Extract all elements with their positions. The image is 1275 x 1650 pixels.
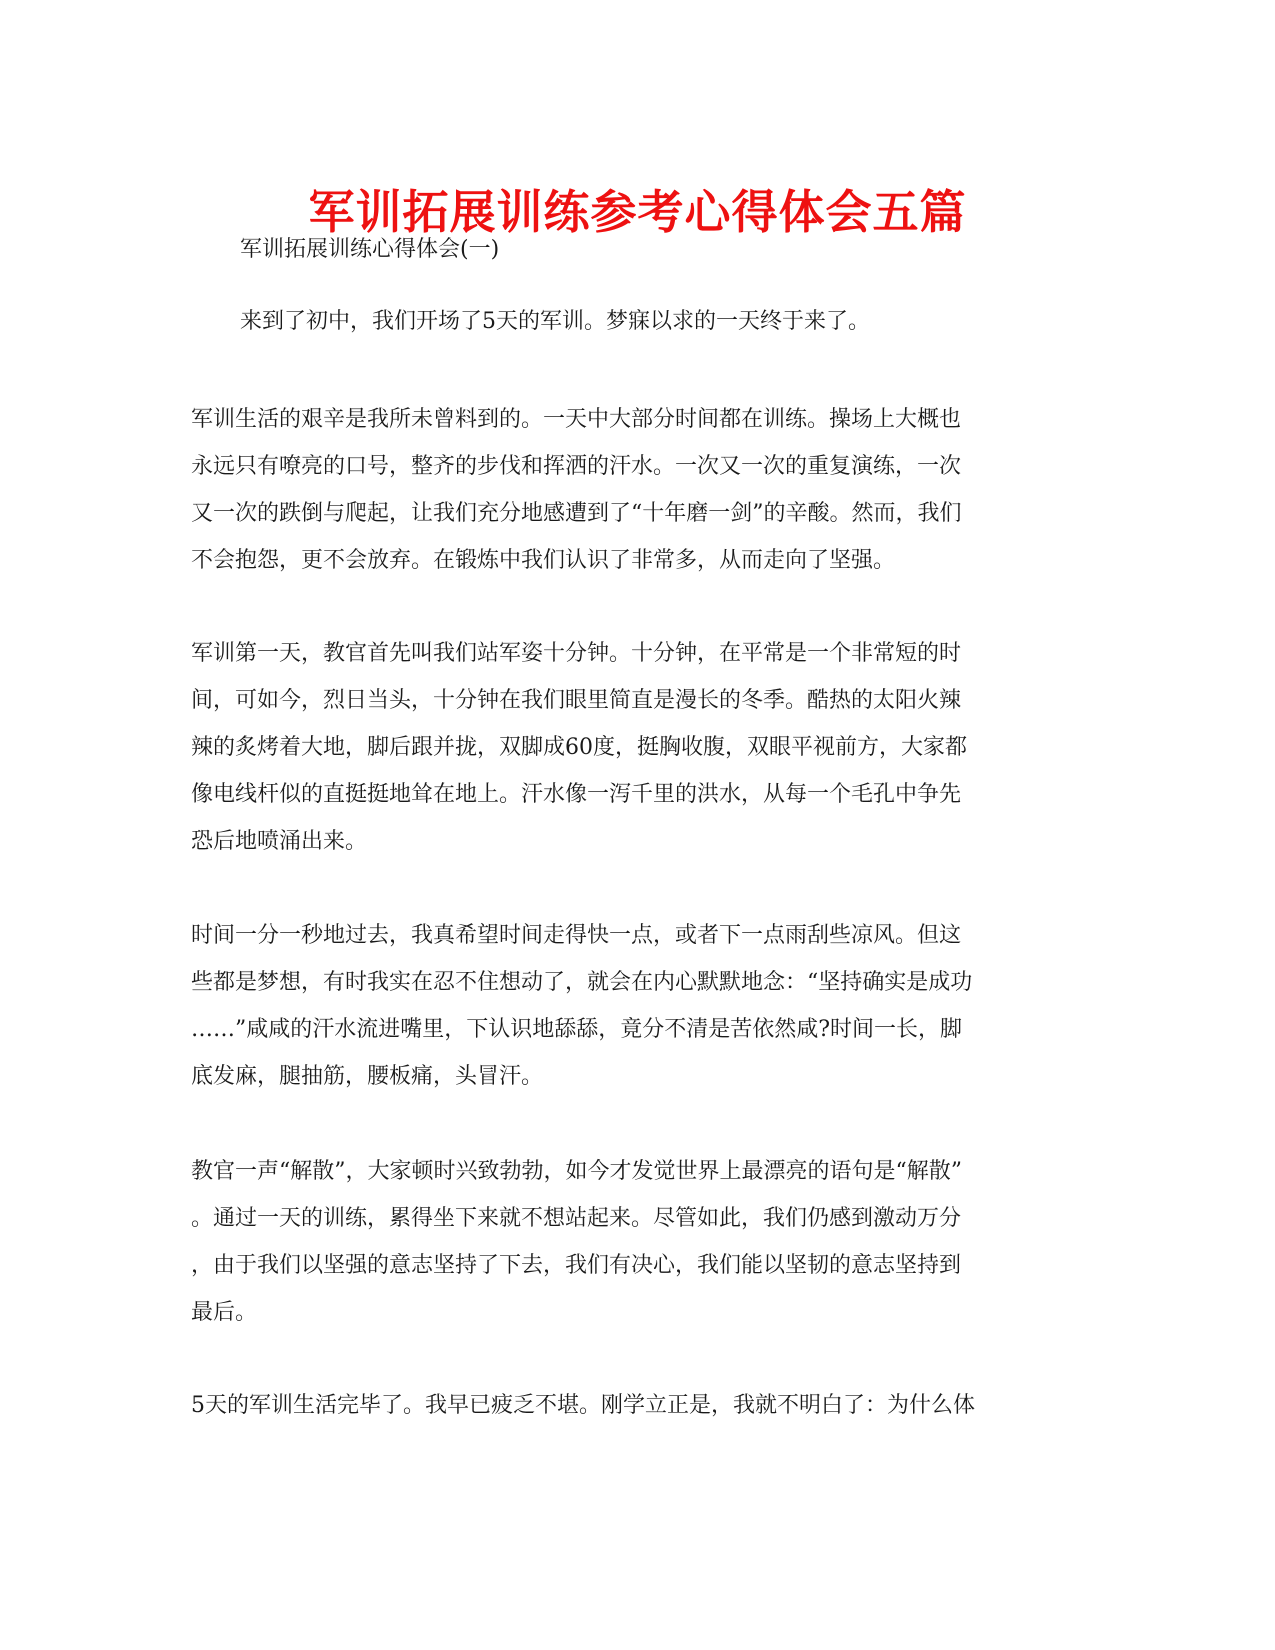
paragraph-4 [191,1148,1071,1336]
paragraph-line: ……”咸咸的汗水流进嘴里，下认识地舔舔，竟分不清是苦依然咸?时间一长，脚 [191,1017,963,1042]
paragraph-line: 最后。 [191,1300,258,1325]
paragraph-1 [191,396,1071,584]
paragraph-line: 军训第一天，教官首先叫我们站军姿十分钟。十分钟，在平常是一个非常短的时 [191,641,962,666]
paragraph-line: 辣的炙烤着大地，脚后跟并拢，双脚成60度，挺胸收腹，双眼平视前方，大家都 [191,735,967,760]
paragraph-line: 时间一分一秒地过去，我真希望时间走得快一点，或者下一点雨刮些凉风。但这 [191,923,962,948]
paragraph-line: 像电线杆似的直挺挺地耸在地上。汗水像一泻千里的洪水，从每一个毛孔中争先 [191,782,962,807]
paragraph-5 [191,1382,1071,1429]
intro-line: 来到了初中，我们开场了5天的军训。梦寐以求的一天终于来了。 [240,309,870,334]
paragraph-line: 又一次的跌倒与爬起，让我们充分地感遭到了“十年磨一剑”的辛酸。然而，我们 [191,501,962,526]
paragraph-line: 不会抱怨，更不会放弃。在锻炼中我们认识了非常多，从而走向了坚强。 [191,548,896,573]
paragraph-line: 间，可如今，烈日当头，十分钟在我们眼里简直是漫长的冬季。酷热的太阳火辣 [191,688,962,713]
paragraph-2 [191,630,1071,865]
paragraph-3 [191,912,1071,1100]
paragraph-line: ，由于我们以坚强的意志坚持了下去，我们有决心，我们能以坚韧的意志坚持到 [191,1253,962,1278]
paragraph-line: 教官一声“解散”，大家顿时兴致勃勃，如今才发觉世界上最漂亮的语句是“解散” [191,1159,962,1184]
section-subtitle: 军训拓展训练心得体会(一) [240,237,500,262]
paragraph-line: 。通过一天的训练，累得坐下来就不想站起来。尽管如此，我们仍感到激动万分 [191,1206,962,1231]
paragraph-line: 些都是梦想，有时我实在忍不住想动了，就会在内心默默地念：“坚持确实是成功 [191,970,973,995]
paragraph-line: 底发麻，腿抽筋，腰板痛，头冒汗。 [191,1064,544,1089]
paragraph-line: 军训生活的艰辛是我所未曾料到的。一天中大部分时间都在训练。操场上大概也 [191,407,962,432]
paragraph-line: 恐后地喷涌出来。 [191,829,368,854]
document-title: 军训拓展训练参考心得体会五篇 [308,185,967,239]
paragraph-line: 永远只有嘹亮的口号，整齐的步伐和挥洒的汗水。一次又一次的重复演练，一次 [191,454,962,479]
paragraph-line: 5天的军训生活完毕了。我早已疲乏不堪。刚学立正是，我就不明白了：为什么体 [191,1393,975,1418]
